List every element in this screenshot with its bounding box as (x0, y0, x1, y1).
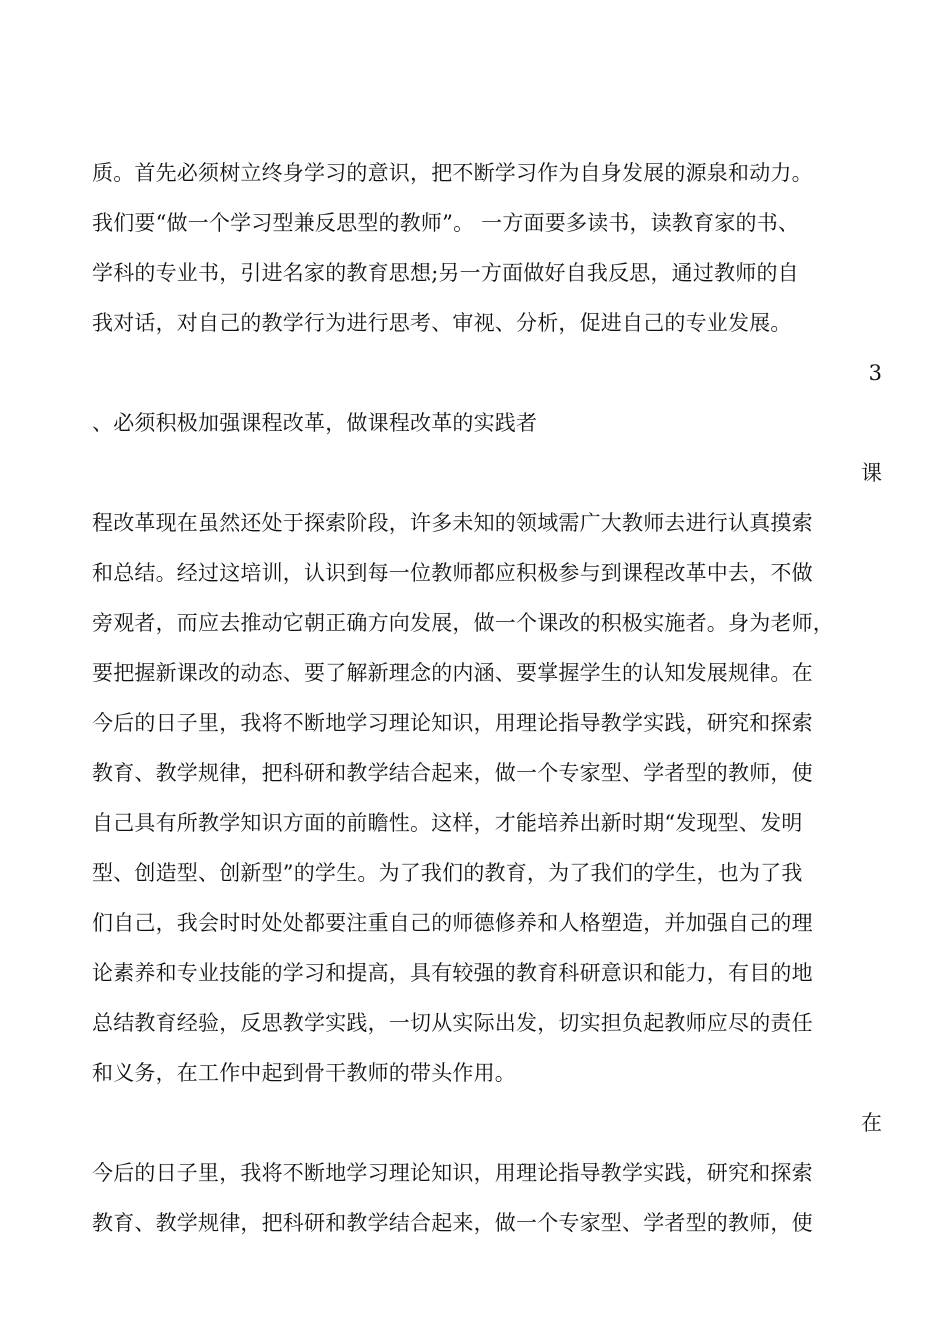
paragraph-line: 要把握新课改的动态、要了解新理念的内涵、要掌握学生的认知发展规律。在 (92, 661, 813, 685)
paragraph-line: 程改革现在虽然还处于探索阶段，许多未知的领域需广大教师去进行认真摸索 (92, 511, 813, 535)
paragraph-first-char: 在 (861, 1111, 882, 1135)
paragraph-line: 教育、教学规律，把科研和教学结合起来，做一个专家型、学者型的教师，使 (92, 1211, 813, 1235)
paragraph-line: 和总结。经过这培训，认识到每一位教师都应积极参与到课程改革中去，不做 (92, 561, 813, 585)
paragraph-line: 学科的专业书，引进名家的教育思想;另一方面做好自我反思，通过教师的自 (92, 261, 799, 285)
paragraph-line: 和义务，在工作中起到骨干教师的带头作用。 (92, 1061, 516, 1085)
paragraph-line: 自己具有所教学知识方面的前瞻性。这样，才能培养出新时期“发现型、发明 (92, 811, 803, 835)
paragraph-line: 旁观者，而应去推动它朝正确方向发展，做一个课改的积极实施者。身为老师， (92, 611, 834, 635)
paragraph-line: 论素养和专业技能的学习和提高，具有较强的教育科研意识和能力，有目的地 (92, 961, 813, 985)
paragraph-line: 质。首先必须树立终身学习的意识，把不断学习作为自身发展的源泉和动力。 (92, 161, 813, 185)
paragraph-line: 我对话，对自己的教学行为进行思考、审视、分析，促进自己的专业发展。 (92, 311, 792, 335)
paragraph-line: 教育、教学规律，把科研和教学结合起来，做一个专家型、学者型的教师，使 (92, 761, 813, 785)
paragraph-line: 总结教育经验，反思教学实践，一切从实际出发，切实担负起教师应尽的责任 (92, 1011, 813, 1035)
paragraph-line: 我们要“做一个学习型兼反思型的教师”。 一方面要多读书，读教育家的书、 (92, 211, 800, 235)
paragraph-line: 今后的日子里，我将不断地学习理论知识，用理论指导教学实践，研究和探索 (92, 711, 813, 735)
paragraph-line: 们自己，我会时时处处都要注重自己的师德修养和人格塑造，并加强自己的理 (92, 911, 813, 935)
paragraph-line: 今后的日子里，我将不断地学习理论知识，用理论指导教学实践，研究和探索 (92, 1161, 813, 1185)
paragraph-line: 型、创造型、创新型”的学生。为了我们的教育，为了我们的学生，也为了我 (92, 861, 803, 885)
section-number: 3 (868, 361, 882, 385)
paragraph-first-char: 课 (861, 461, 882, 485)
section-heading: 、必须积极加强课程改革，做课程改革的实践者 (92, 411, 538, 435)
